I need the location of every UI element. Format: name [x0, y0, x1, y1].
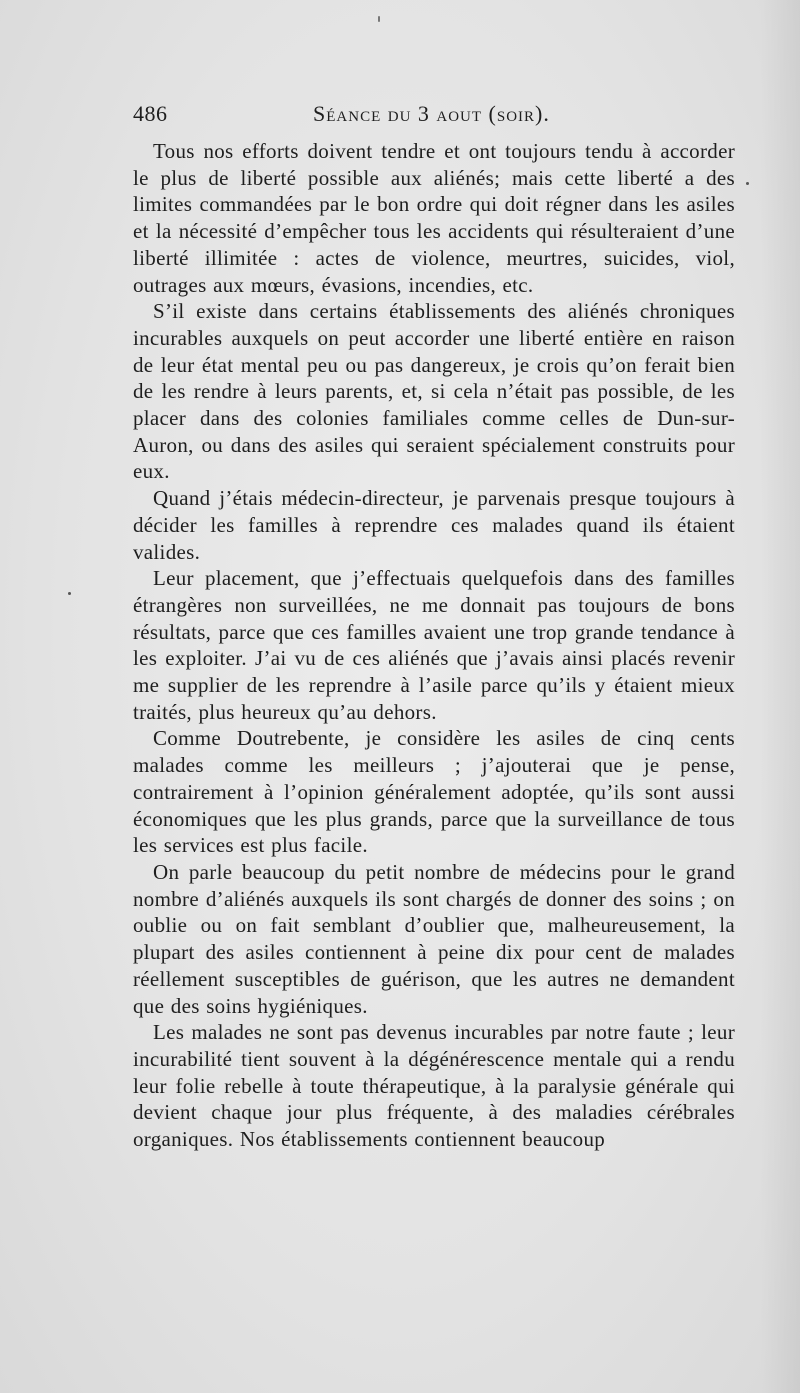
paper-speck [378, 16, 380, 22]
page-number: 486 [133, 101, 168, 126]
paragraph: Leur placement, que j’effectuais quelquefois dans des familles étrangères non surveillées, ne me donnait pas toujours de bons résultats, parce que ces familles avaient une trop grande tendance à les exploiter. J’ai vu de ces aliénés que j’avais ainsi placés revenir me supplier de les reprendre à l’asile parce qu’ils y étaient mieux traités, plus heureux qu’au dehors. [133, 566, 735, 724]
paragraph: Tous nos efforts doivent tendre et ont toujours tendu à accorder le plus de liberté possible aux aliénés; mais cette liberté a des limites commandées par le bon ordre qui doit régner dans les asiles et la nécessité d’empêcher tous les accidents qui résulteraient d’une liberté illimitée : actes de violence, meurtres, suicides, viol, outrages aux mœurs, évasions, incendies, etc. [133, 139, 735, 297]
paper-speck [746, 182, 749, 185]
running-head: Séance du 3 aout (soir). [313, 101, 550, 126]
page-edge-shadow [760, 0, 800, 1393]
paragraph: Les malades ne sont pas devenus incurables par notre faute ; leur incurabilité tient souvent à la dégénérescence mentale qui a rendu leur folie rebelle à toute thérapeutique, à la paralysie générale qui devient chaque jour plus fréquente, à des maladies cérébrales organiques. Nos établissements contiennent beaucoup [133, 1020, 735, 1152]
paragraph: Comme Doutrebente, je considère les asiles de cinq cents malades comme les meilleurs ; j’ajouterai que je pense, contrairement à l’opinion généralement adoptée, qu’ils sont aussi économiques que les plus grands, parce que la surveillance de tous les services est plus facile. [133, 726, 735, 858]
paragraph: On parle beaucoup du petit nombre de médecins pour le grand nombre d’aliénés auxquels ils sont chargés de donner des soins ; on oublie ou on fait semblant d’oublier que, malheureusement, la plupart des asiles contiennent à peine dix pour cent de malades réellement susceptibles de guérison, que les autres ne demandent que des soins hygiéniques. [133, 859, 735, 1018]
body-text [133, 138, 735, 1153]
paragraph: Quand j’étais médecin-directeur, je parvenais presque toujours à décider les familles à reprendre ces malades quand ils étaient valides. [133, 486, 735, 564]
paragraph: S’il existe dans certains établissements des aliénés chroniques incurables auxquels on peut accorder une liberté entière en raison de leur état mental peu ou pas dangereux, je crois qu’on ferait bien de les rendre à leurs parents, et, si cela n’était pas possible, de les placer dans des colonies familiales comme celles de Dun-sur-Auron, ou dans des asiles qui seraient spécialement construits pour eux. [133, 299, 735, 484]
paper-speck [68, 592, 71, 595]
page-header [133, 101, 735, 133]
